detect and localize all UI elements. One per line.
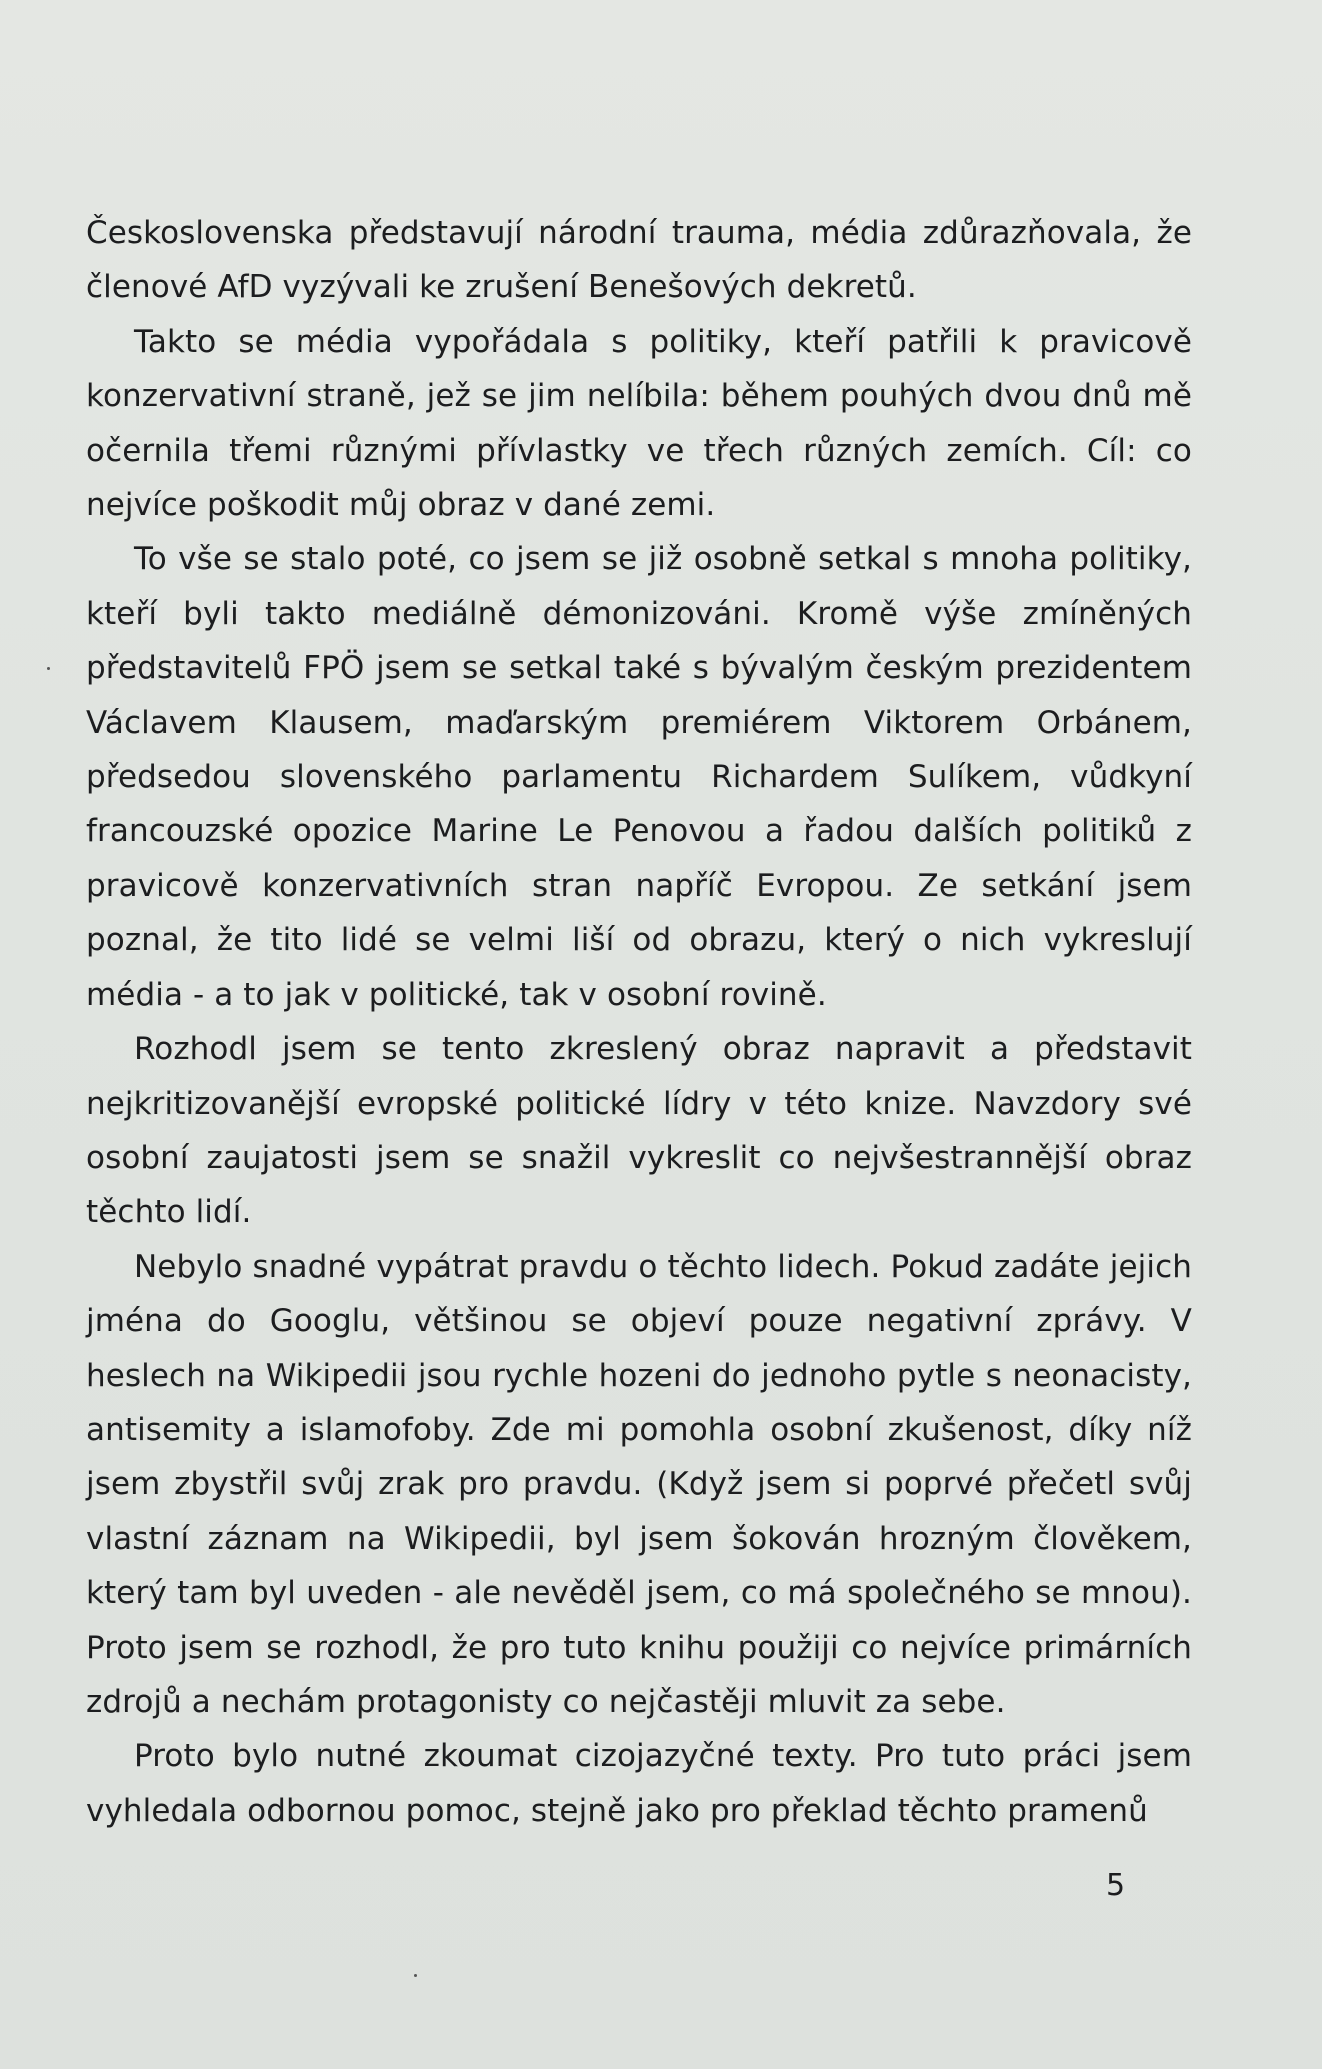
page-number: 5 [1106, 1868, 1126, 1903]
paragraph: Takto se média vypořádala s politiky, kteří patřili k pravicově konzervativní straně, jež se jim nelíbila: během pouhých dvou dnů mě očernila třemi různými přívlastky ve třech různých zemích. Cíl: co nejvíce poškodit můj obraz v dané zemi. [86, 323, 1192, 524]
paragraph: Proto bylo nutné zkoumat cizojazyčné texty. Pro tuto práci jsem vyhledala odbornou pomoc, stejně jako pro překlad těchto pramenů [86, 1738, 1192, 1829]
body-text [86, 206, 1192, 1838]
paper-speck [414, 1974, 417, 1977]
paragraph: Nebylo snadné vypátrat pravdu o těchto lidech. Pokud zadáte jejich jména do Googlu, většinou se objeví pouze negativní zprávy. V heslech na Wikipedii jsou rychle hozeni do jednoho pytle s neonacisty, antisemity a islamofoby. Zde mi pomohla osobní zkušenost, díky níž jsem zbystřil svůj zrak pro pravdu. (Když jsem si poprvé přečetl svůj vlastní záznam na Wikipedii, byl jsem šokován hrozným člověkem, který tam byl uveden - ale nevěděl jsem, co má společného se mnou). Proto jsem se rozhodl, že pro tuto knihu použiji co nejvíce primárních zdrojů a nechám protagonisty co nejčastěji mluvit za sebe. [86, 1248, 1192, 1720]
paragraph-continuation: Československa představují národní trauma, média zdůrazňovala, že členové AfD vyzývali ke zrušení Benešových dekretů. [86, 215, 1192, 306]
paragraph: To vše se stalo poté, co jsem se již osobně setkal s mnoha politiky, kteří byli takto mediálně démonizováni. Kromě výše zmíněných představitelů FPÖ jsem se setkal také s bývalým českým prezidentem Václavem Klausem, maďarským premiérem Viktorem Orbánem, předsedou slovenského parlamentu Richardem Sulíkem, vůdkyní francouzské opozice Marine Le Penovou a řadou dalších politiků z pravicově konzervativních stran napříč Evropou. Ze setkání jsem poznal, že tito lidé se velmi liší od obrazu, který o nich vykreslují média - a to jak v politické, tak v osobní rovině. [86, 541, 1192, 1013]
paragraph: Rozhodl jsem se tento zkreslený obraz napravit a představit nejkritizovanější evropské politické lídry v této knize. Navzdory své osobní zaujatosti jsem se snažil vykreslit co nejvšestrannější obraz těchto lidí. [86, 1031, 1192, 1231]
paper-speck [47, 667, 50, 670]
